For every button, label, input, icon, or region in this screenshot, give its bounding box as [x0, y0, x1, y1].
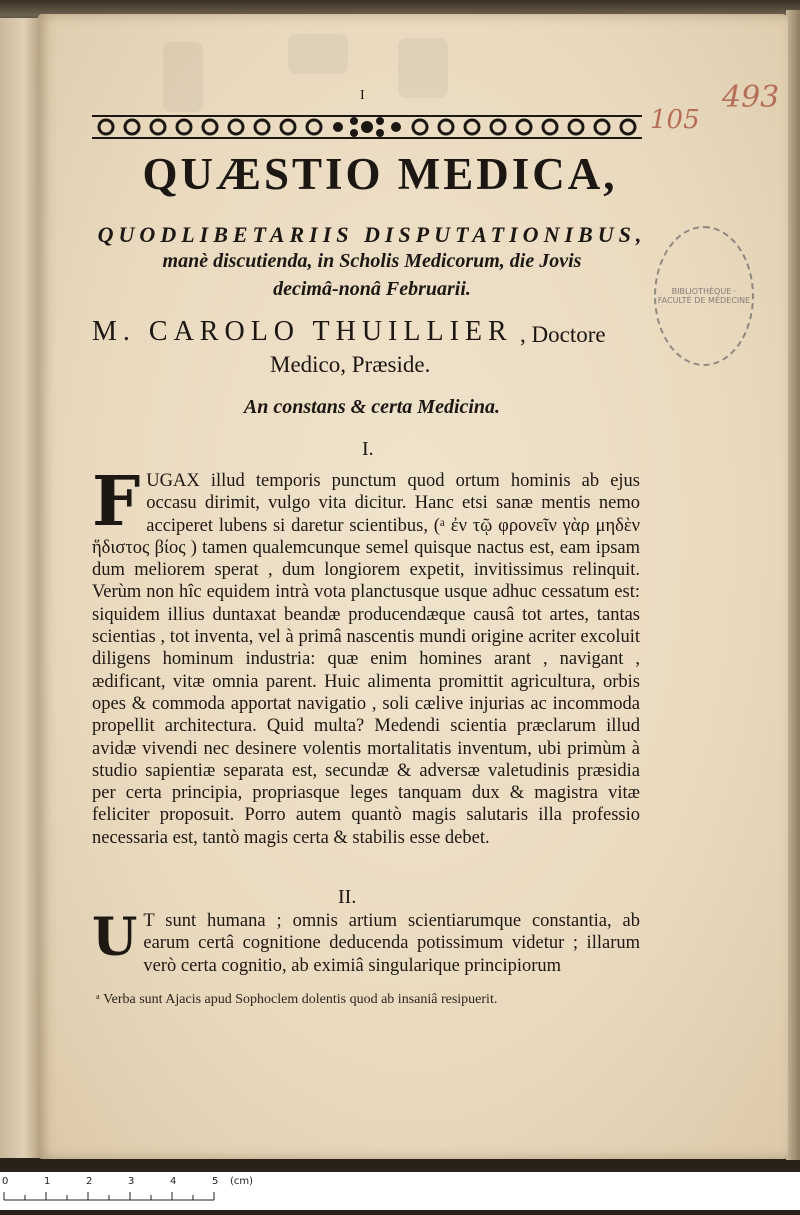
decorative-headpiece — [92, 112, 642, 142]
left-page-edge — [0, 18, 42, 1158]
section-numeral-1: I. — [362, 438, 374, 460]
drop-cap-initial: U — [92, 907, 138, 968]
bleed-stain — [398, 38, 448, 98]
ruler-label-5: 5 — [212, 1176, 219, 1187]
section-numeral-2: II. — [338, 886, 357, 908]
praeses-name: M. CAROLO THUILLIER — [92, 316, 513, 347]
section-1-text: UGAX illud temporis punctum quod ortum hominis ab ejus occasu dirimit, vulgo vita dicitur. Hanc etsi sanæ mentis nemo acciperet lubens si daretur scientibus, (ᵃ ἐν τῷ φρονεῖν γὰρ μηδὲν ἥδιστος βίος ) tamen qualemcunque semel quisque nactus est, eam ipsam dum meliorem sperat , dum longiorem expetit, invitissimus relinquit. Verùm non hîc equidem intrà vota planctusque usque adhuc cessatum est: siquidem illius duntaxat beandæ producendæque causâ tot artes, tantas scientias , tot inventa, vel à primâ nascentis mundi origine acriter excoluit diligens hominum industria: quæ enim homines arant , navigant , ædificant, vitæ omnia parent. Huic alimenta promittit agricultura, orbis opes & commoda apportat navigatio , soli cælive injurias ac incommoda propellit architectura. Quid multa? Medendi scientia præclarum illud avidæ vivendi nec desinere volentis mortalitatis inventum, ubi primùm à studio sapientiæ separata est, secundæ & adversæ valetudinis præsidia per certa principia, propriasque leges tanquam dux & magistra vitæ feliciter proposuit. Porro autem quantò magis salutaris illa professio necessaria est, tantò magis certa & stabilis esse debet. — [92, 471, 640, 848]
right-page-edge — [786, 10, 800, 1160]
ruler-label-1: 1 — [44, 1176, 51, 1187]
subtitle-line-2: manè discutienda, in Scholis Medicorum, die Jovis — [162, 250, 582, 272]
section-1-paragraph — [92, 462, 640, 849]
section-2-text: T sunt humana ; omnis artium scientiarumque constantia, ab earum certâ cognitione deducenda potissimum videtur ; illarum verò certa cognitio, ab eximiâ singularique principiorum — [143, 911, 640, 976]
subtitle-line-1: QUODLIBETARIIS DISPUTATIONIBUS, — [97, 222, 647, 247]
ruler-label-4: 4 — [170, 1176, 177, 1187]
ruler-label-3: 3 — [128, 1176, 135, 1187]
bleed-stain — [288, 34, 348, 74]
praeses-title-1: , Doctore — [520, 322, 606, 347]
praeses-title-2: Medico, Præside. — [270, 352, 431, 377]
measurement-ruler — [0, 1172, 800, 1210]
drop-cap-initial: F — [92, 462, 141, 542]
page-number: I — [360, 88, 365, 103]
library-stamp — [654, 226, 754, 366]
handwritten-folio-left: 105 — [650, 105, 700, 135]
ruler-unit: (cm) — [230, 1176, 254, 1187]
ruler-label-2: 2 — [86, 1176, 93, 1187]
ruler-label-0: 0 — [2, 1176, 9, 1187]
thesis-question: An constans & certa Medicina. — [243, 396, 501, 418]
handwritten-folio-right: 493 — [722, 80, 780, 115]
stamp-text: BIBLIOTHÈQUE · FACULTÉ DE MÉDECINE — [657, 287, 751, 305]
subtitle-line-3: decimâ-nonâ Februarii. — [273, 278, 471, 300]
document-title: QUÆSTIO MEDICA, — [142, 149, 618, 199]
bleed-stain — [163, 42, 203, 112]
section-2-paragraph — [92, 907, 640, 977]
footnote: ᵃ Verba sunt Ajacis apud Sophoclem dolentis quod ab insaniâ resipuerit. — [96, 992, 498, 1007]
